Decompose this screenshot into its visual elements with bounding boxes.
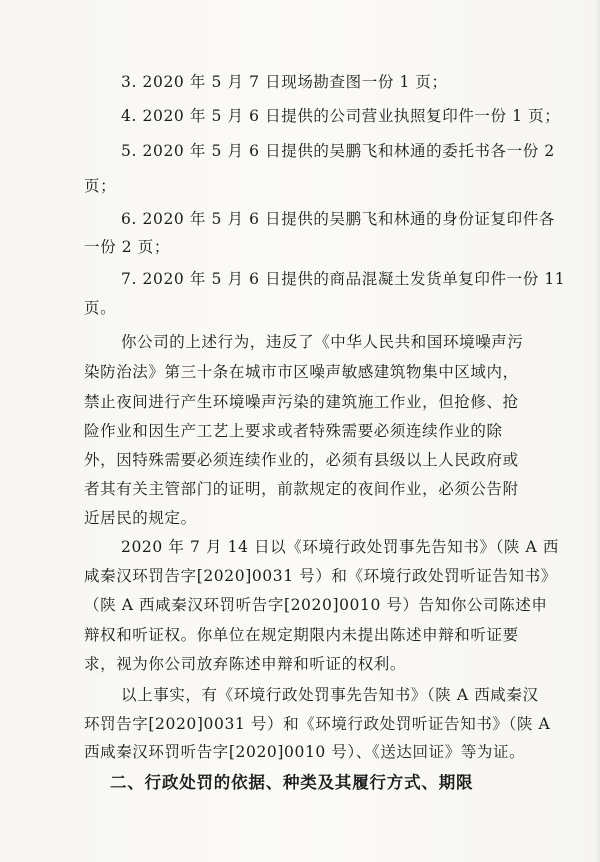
- evidence-item-6: 6. 2020 年 5 月 6 日提供的吴鹏飞和林通的身份证复印件各: [121, 210, 555, 228]
- facts-paragraph-line-2: 环罚告字[2020]0031 号）和《环境行政处罚听证告知书》（陕 A: [84, 715, 551, 733]
- notice-paragraph-line-5: 求，视为你公司放弃陈述申辩和听证的权利。: [84, 655, 407, 673]
- violation-paragraph-line-2: 染防治法》第三十条在城市市区噪声敏感建筑物集中区域内，: [84, 363, 519, 381]
- notice-paragraph-line-1: 2020 年 7 月 14 日以《环境行政处罚事先告知书》（陕 A 西: [121, 538, 559, 556]
- page-edge-shadow: [594, 0, 600, 862]
- evidence-item-5: 5. 2020 年 5 月 6 日提供的吴鹏飞和林通的委托书各一份 2: [121, 142, 555, 160]
- evidence-item-5-cont: 页；: [84, 177, 117, 195]
- violation-paragraph-line-7: 近居民的规定。: [84, 509, 197, 527]
- notice-paragraph-line-3: （陕 A 西咸秦汉环罚听告字[2020]0010 号）告知你公司陈述申: [84, 596, 548, 614]
- violation-paragraph-line-3: 禁止夜间进行产生环境噪声污染的建筑施工作业，但抢修、抢: [84, 393, 519, 411]
- facts-paragraph-line-1: 以上事实，有《环境行政处罚事先告知书》（陕 A 西咸秦汉: [121, 686, 539, 704]
- violation-paragraph-line-1: 你公司的上述行为，违反了《中华人民共和国环境噪声污: [121, 333, 524, 351]
- section-heading: 二、行政处罚的依据、种类及其履行方式、期限: [110, 773, 474, 792]
- violation-paragraph-line-4: 险作业和因生产工艺上要求或者特殊需要必须连续作业的除: [84, 422, 503, 440]
- notice-paragraph-line-4: 辩权和听证权。你单位在规定期限内未提出陈述申辩和听证要: [84, 626, 519, 644]
- evidence-item-7: 7. 2020 年 5 月 6 日提供的商品混凝土发货单复印件一份 11: [121, 270, 566, 288]
- violation-paragraph-line-5: 外，因特殊需要必须连续作业的，必须有县级以上人民政府或: [84, 451, 519, 469]
- facts-paragraph-line-3: 西咸秦汉环罚听告字[2020]0010 号）、《送达回证》等为证。: [84, 743, 526, 761]
- evidence-item-3: 3. 2020 年 5 月 7 日现场勘查图一份 1 页；: [121, 73, 448, 91]
- violation-paragraph-line-6: 者其有关主管部门的证明，前款规定的夜间作业，必须公告附: [84, 480, 519, 498]
- evidence-item-4: 4. 2020 年 5 月 6 日提供的公司营业执照复印件一份 1 页；: [121, 107, 561, 125]
- evidence-item-7-cont: 页。: [84, 299, 117, 317]
- notice-paragraph-line-2: 咸秦汉环罚告字[2020]0031 号）和《环境行政处罚听证告知书》: [84, 567, 557, 585]
- evidence-item-6-cont: 一份 2 页；: [84, 238, 170, 256]
